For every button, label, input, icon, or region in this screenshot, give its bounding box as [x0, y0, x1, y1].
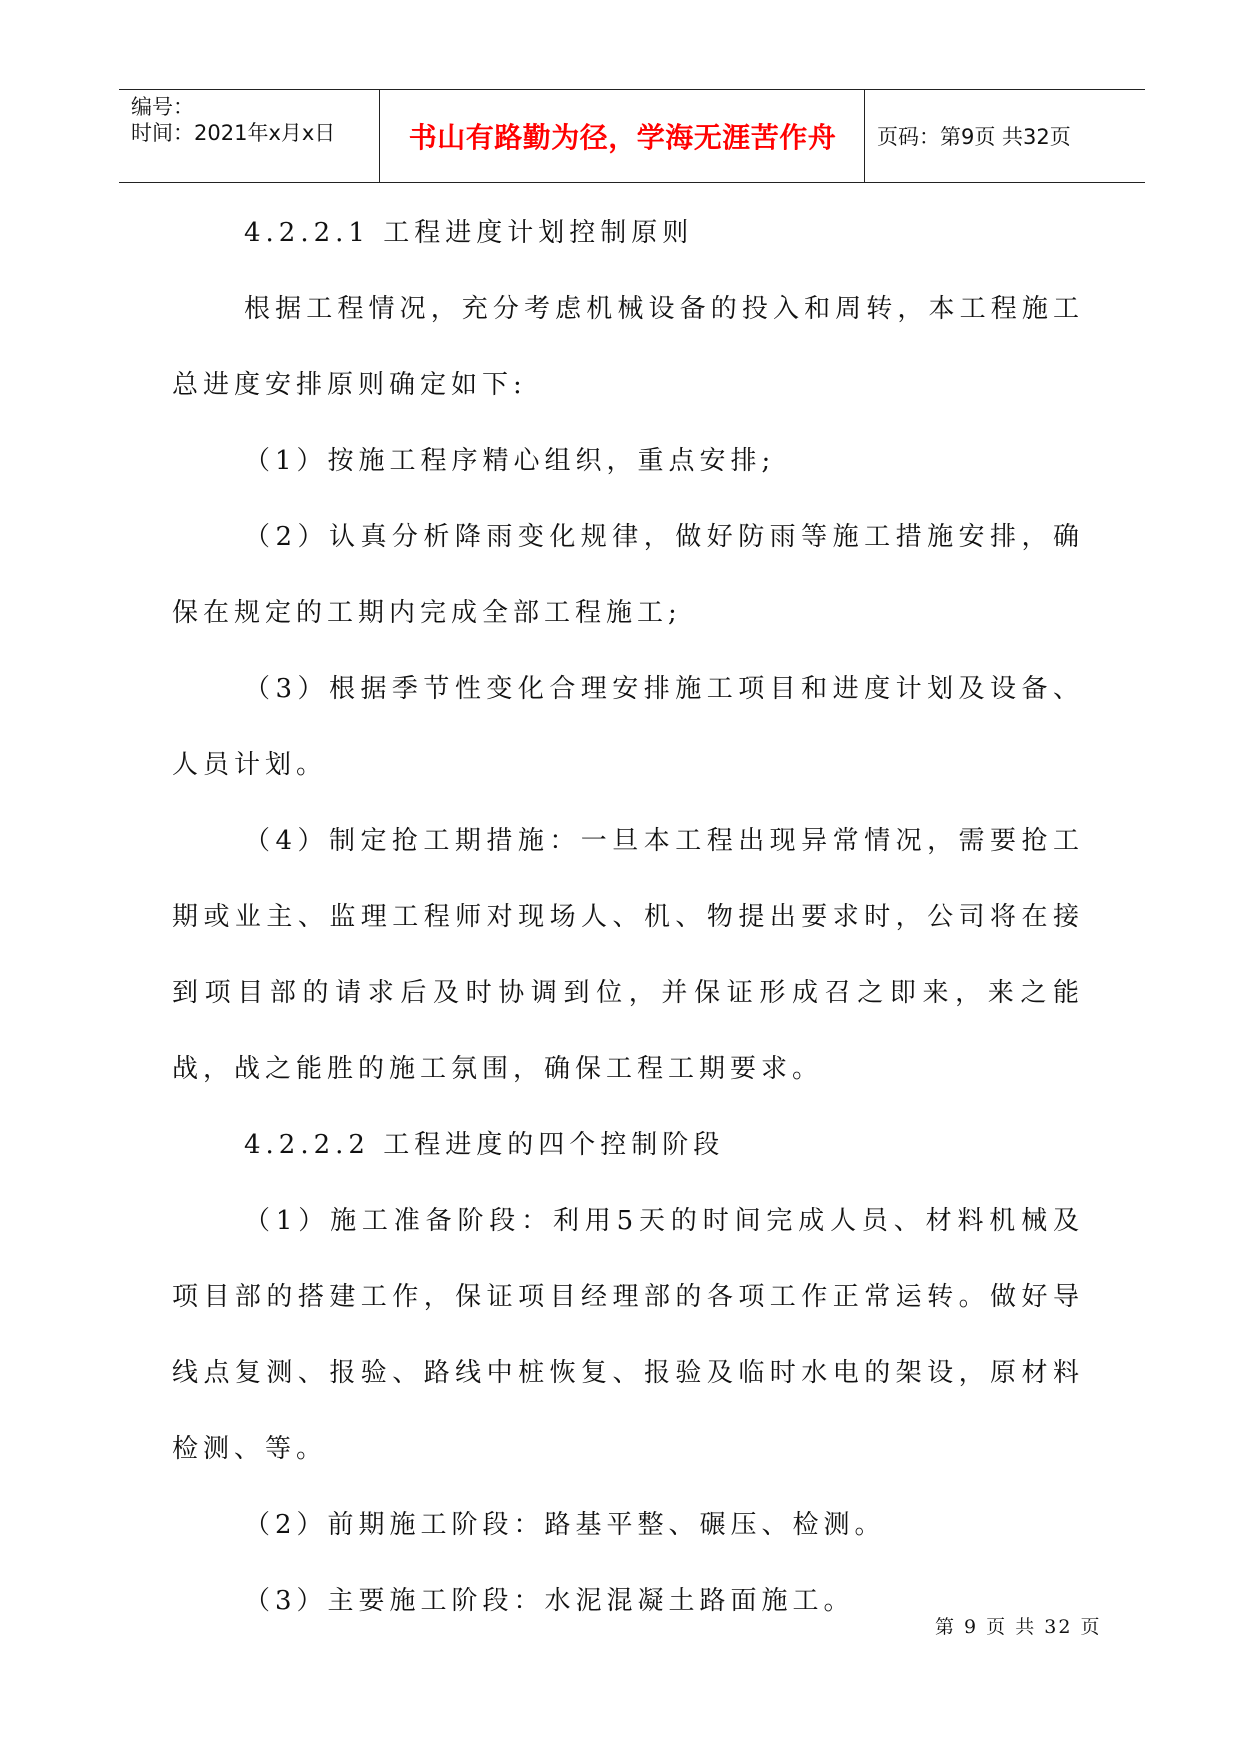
list-item: （1）按施工程序精心组织，重点安排; [244, 446, 776, 476]
section-heading: 4.2.2.1 工程进度计划控制原则 [244, 218, 694, 248]
document-body [172, 195, 1084, 1639]
paragraph: 根据工程情况，充分考虑机械设备的投入和周转，本工程施工总进度安排原则确定如下: [172, 294, 1084, 400]
document-header [119, 89, 1145, 183]
list-item: （2）前期施工阶段：路基平整、碾压、检测。 [244, 1510, 886, 1540]
document-time-label: 时间：2021年x月x日 [131, 121, 336, 145]
header-meta [131, 90, 377, 182]
header-page-label: 页码：第9页 共32页 [877, 125, 1071, 149]
document-number-label: 编号： [131, 95, 194, 119]
header-divider [864, 90, 865, 182]
list-item: （1）施工准备阶段：利用5天的时间完成人员、材料机械及项目部的搭建工作，保证项目经理部的各项工作正常运转。做好导线点复测、报验、路线中桩恢复、报验及临时水电的架设，原材料检测、等。 [172, 1206, 1084, 1464]
page-footer: 第 9 页 共 32 页 [935, 1616, 1102, 1638]
header-divider [379, 90, 380, 182]
list-item: （4）制定抢工期措施：一旦本工程出现异常情况，需要抢工期或业主、监理工程师对现场人、机、物提出要求时，公司将在接到项目部的请求后及时协调到位，并保证形成召之即来，来之能战，战之能胜的施工氛围，确保工程工期要求。 [172, 826, 1084, 1084]
list-item: （3）主要施工阶段：水泥混凝土路面施工。 [244, 1586, 855, 1616]
section-heading: 4.2.2.2 工程进度的四个控制阶段 [244, 1130, 725, 1160]
list-item: （3）根据季节性变化合理安排施工项目和进度计划及设备、人员计划。 [172, 674, 1084, 780]
header-motto: 书山有路勤为径，学海无涯苦作舟 [408, 121, 837, 154]
list-item: （2）认真分析降雨变化规律，做好防雨等施工措施安排，确保在规定的工期内完成全部工程施工; [172, 522, 1084, 628]
